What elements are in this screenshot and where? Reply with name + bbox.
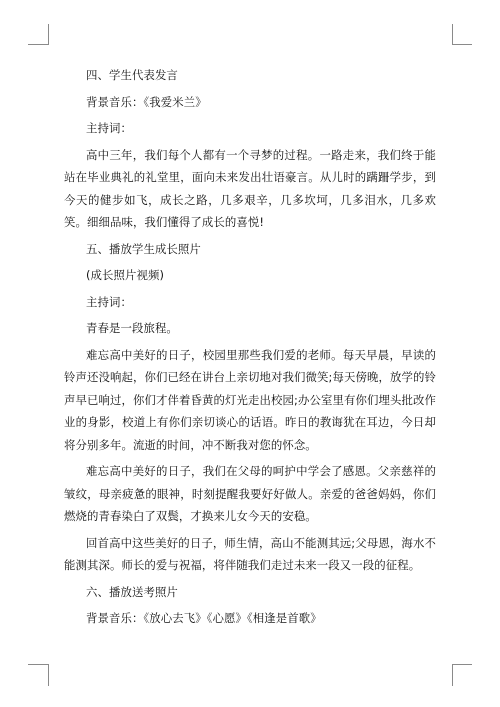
- background-music-line: 背景音乐：《我爱米兰》: [86, 94, 207, 109]
- body-paragraph: 高中三年，我们每个人都有一个寻梦的过程。一路走来，我们终于能站在毕业典礼的礼堂里，面向未来发出壮语豪言。从儿时的蹒跚学步，到今天的健步如飞，成长之路，几多艰辛，几多坎坷，几多泪水，几多欢笑。细细品味，我们懂得了成长的喜悦!: [64, 147, 436, 229]
- document-body: [64, 64, 436, 634]
- body-paragraph: 难忘高中美好的日子，校园里那些我们爱的老师。每天早晨，早读的铃声还没响起，你们已经在讲台上亲切地对我们微笑;每天傍晚，放学的铃声早已响过，你们才伴着昏黄的灯光走出校园;办公室里有你们埋头批改作业的身影，校道上有你们亲切谈心的话语。昨日的教诲犹在耳边，今日却将分别多年。流逝的时间，冲不断我对您的怀念。: [64, 347, 436, 452]
- body-paragraph: 回首高中这些美好的日子，师生情，高山不能测其远;父母恩，海水不能测其深。师长的爱与祝福，将伴随我们走过未来一段又一段的征程。: [64, 535, 436, 572]
- background-music-line: 背景音乐：《放心去飞》《心愿》《相逢是首歌》: [86, 611, 322, 625]
- section-heading-student-speech: 四、学生代表发言: [86, 68, 178, 82]
- section-heading-exam-photos: 六、播放送考照片: [86, 584, 178, 599]
- host-script-label: 主持词：: [86, 294, 132, 309]
- body-paragraph: 青春是一段旅程。: [86, 321, 178, 335]
- video-note: (成长照片视频): [86, 268, 165, 282]
- body-paragraph: 难忘高中美好的日子，我们在父母的呵护中学会了感恩。父亲慈祥的皱纹，母亲疲惫的眼神，时刻提醒我要好好做人。亲爱的爸爸妈妈，你们燃烧的青春染白了双鬓，才换来儿女今天的安稳。: [64, 464, 436, 523]
- host-script-label: 主持词：: [86, 121, 132, 135]
- section-heading-growth-photos: 五、播放学生成长照片: [86, 241, 201, 256]
